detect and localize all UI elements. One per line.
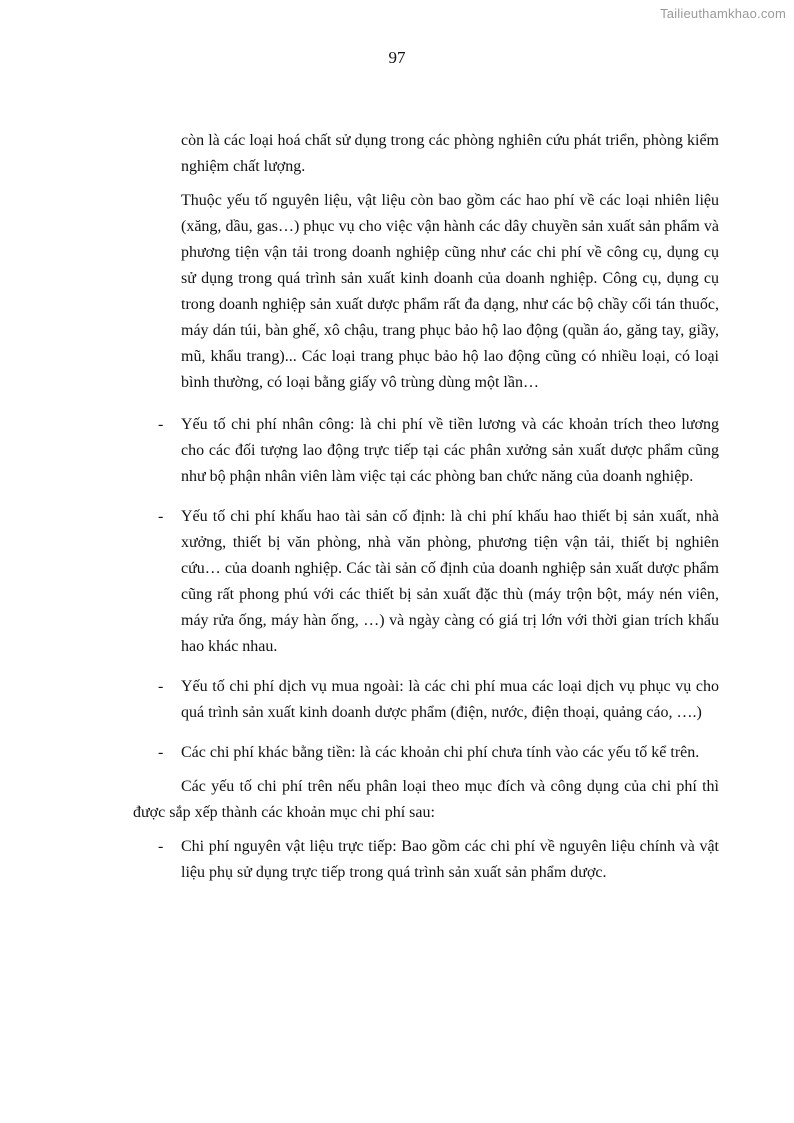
list-item-labor-cost [133,412,719,490]
list-item-text: Các chi phí khác bằng tiền: là các khoản chi phí chưa tính vào các yếu tố kể trên. [181,744,700,761]
bullet-dash: - [158,508,164,525]
bullet-dash: - [158,744,164,761]
list-item-depreciation [133,504,719,660]
bullet-dash: - [158,838,164,855]
page-number: 97 [388,48,406,67]
list-item-text: Yếu tố chi phí dịch vụ mua ngoài: là các chi phí mua các loại dịch vụ phục vụ cho quá trình sản xuất kinh doanh dược phẩm (điện, nước, điện thoại, quảng cáo, ….) [181,678,719,721]
paragraph-materials: Thuộc yếu tố nguyên liệu, vật liệu còn bao gồm các hao phí về các loại nhiên liệu (xăng, dầu, gas…) phục vụ cho việc vận hành các dây chuyền sản xuất sản phẩm và phương tiện vận tải trong doanh nghiệp cũng như các chi phí về công cụ, dụng cụ sử dụng trong quá trình sản xuất kinh doanh của doanh nghiệp. Công cụ, dụng cụ trong doanh nghiệp sản xuất dược phẩm rất đa dạng, như các bộ chầy cối tán thuốc, máy dán túi, bàn ghế, xô chậu, trang phục bảo hộ lao động (quần áo, găng tay, giầy, mũ, khẩu trang)... Các loại trang phục bảo hộ lao động cũng có nhiều loại, có loại bình thường, có loại bằng giấy vô trùng dùng một lần… [181,192,719,391]
paragraph-classification: Các yếu tố chi phí trên nếu phân loại theo mục đích và công dụng của chi phí thì được sắp xếp thành các khoản mục chi phí sau: [133,778,719,821]
bullet-dash: - [158,416,164,433]
list-item-text: Chi phí nguyên vật liệu trực tiếp: Bao gồm các chi phí về nguyên liệu chính và vật liệu phụ sử dụng trực tiếp trong quá trình sản xuất sản phẩm dược. [181,838,719,881]
list-item-text: Yếu tố chi phí nhân công: là chi phí về tiền lương và các khoản trích theo lương cho các đối tượng lao động trực tiếp tại các phân xưởng sản xuất dược phẩm cũng như bộ phận nhân viên làm việc tại các phòng ban chức năng của doanh nghiệp. [181,416,719,485]
watermark: Tailieuthamkhao.com [660,6,786,21]
paragraph-continuation: còn là các loại hoá chất sử dụng trong các phòng nghiên cứu phát triển, phòng kiểm nghiệm chất lượng. [181,132,719,175]
document-body [133,128,719,900]
list-item-other-cash-costs [133,740,719,766]
bullet-dash: - [158,678,164,695]
list-item-outsourced-services [133,674,719,726]
list-item-direct-materials [133,834,719,886]
list-item-text: Yếu tố chi phí khấu hao tài sản cố định: là chi phí khấu hao thiết bị sản xuất, nhà xưởng, thiết bị văn phòng, nhà văn phòng, phương tiện vận tải, thiết bị nghiên cứu… của doanh nghiệp. Các tài sản cố định của doanh nghiệp sản xuất dược phẩm cũng rất phong phú với các thiết bị sản xuất đặc thù (máy trộn bột, máy nén viên, máy rửa ống, máy hàn ống, …) và ngày càng có giá trị lớn với thời gian trích khấu hao khác nhau. [181,508,719,655]
